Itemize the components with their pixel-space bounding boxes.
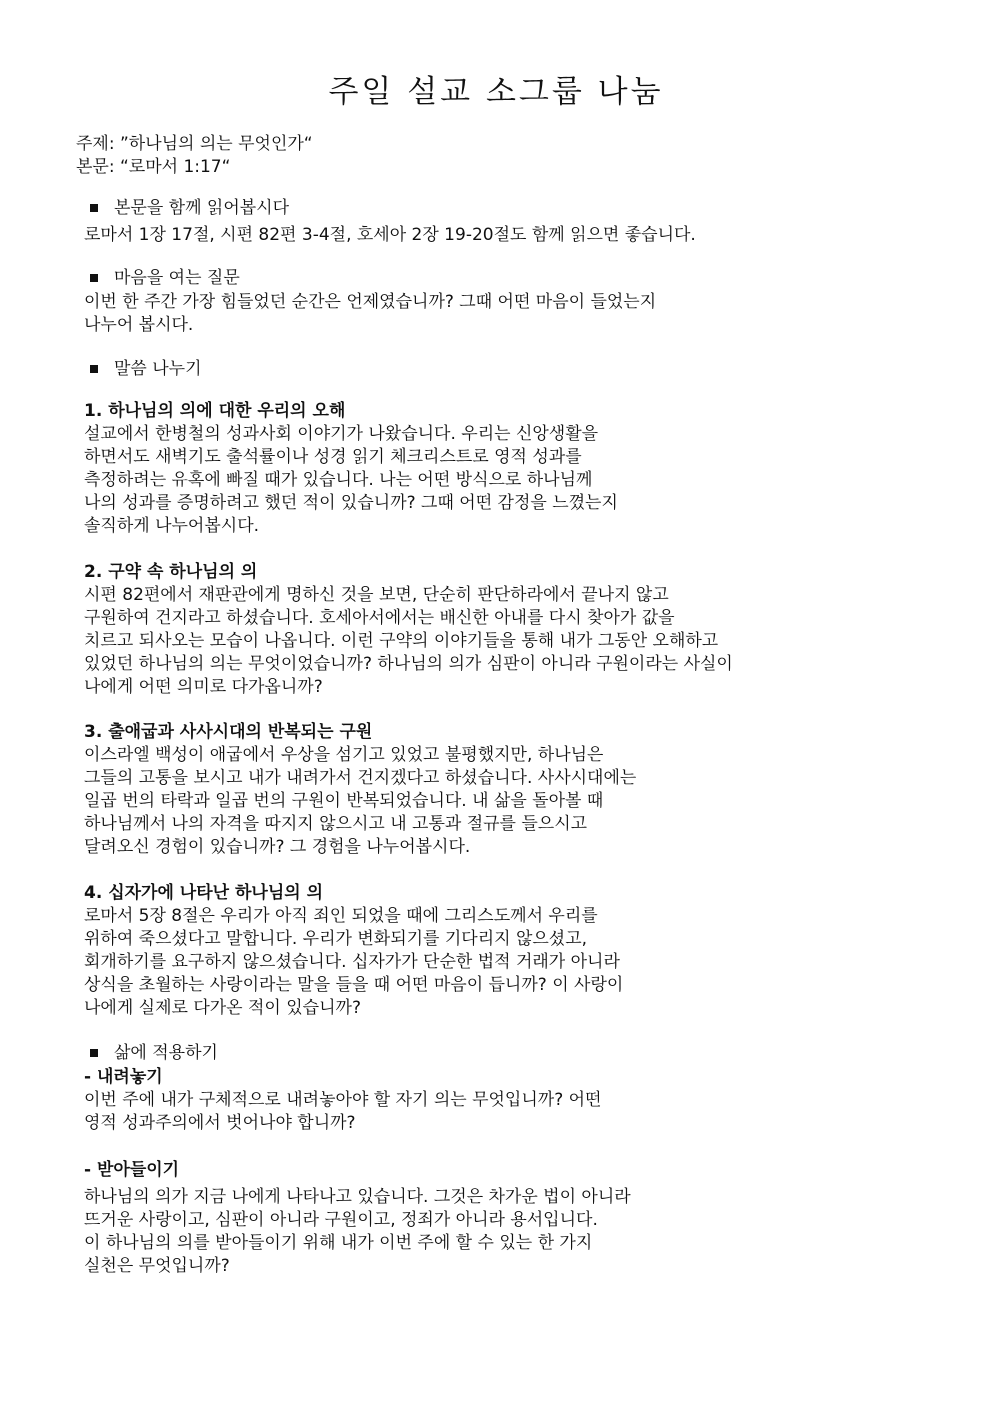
- apply-item-body: [84, 1186, 924, 1278]
- apply-item-body: [84, 1089, 924, 1135]
- body-line: 하나님께서 나의 자격을 따지지 않으시고 내 고통과 절규를 들으시고: [84, 814, 588, 834]
- read-paragraph: [84, 224, 924, 247]
- bullet-square-icon: [90, 365, 98, 373]
- body-line: 그들의 고통을 보시고 내가 내려가서 건지겠다고 하셨습니다. 사사시대에는: [84, 768, 637, 788]
- sharing-item-body: [84, 584, 924, 699]
- body-line: 상식을 초월하는 사랑이라는 말을 들을 때 어떤 마음이 듭니까? 이 사랑이: [84, 975, 624, 995]
- bullet-square-icon: [90, 204, 98, 212]
- read-heading-label: 본문을 함께 읽어봅시다: [114, 198, 290, 218]
- body-line: 영적 성과주의에서 벗어나야 합니까?: [84, 1113, 356, 1133]
- body-line: 치르고 되사오는 모습이 나옵니다. 이런 구약의 이야기들을 통해 내가 그동안 오해하고: [84, 631, 719, 651]
- sharing-item-body: [84, 744, 924, 859]
- read-section: [84, 196, 924, 247]
- body-line: 이스라엘 백성이 애굽에서 우상을 섬기고 있었고 불평했지만, 하나님은: [84, 745, 604, 765]
- body-line: 일곱 번의 타락과 일곱 번의 구원이 반복되었습니다. 내 삶을 돌아볼 때: [84, 791, 604, 811]
- sermon-meta: [76, 133, 313, 179]
- body-line: 하면서도 새벽기도 출석률이나 성경 읽기 체크리스트로 영적 성과를: [84, 447, 582, 467]
- bullet-square-icon: [90, 274, 98, 282]
- body-line: 이 하나님의 의를 받아들이기 위해 내가 이번 주에 할 수 있는 한 가지: [84, 1233, 593, 1253]
- read-line: 로마서 1장 17절, 시편 82편 3-4절, 호세아 2장 19-20절도 함께 읽으면 좋습니다.: [84, 225, 696, 245]
- apply-heading-label: 삶에 적용하기: [114, 1043, 218, 1063]
- sharing-item-title: 4. 십자가에 나타난 하나님의 의: [84, 883, 324, 903]
- body-line: 달려오신 경험이 있습니까? 그 경험을 나누어봅시다.: [84, 837, 471, 857]
- opening-heading: [84, 266, 924, 290]
- body-line: 하나님의 의가 지금 나에게 나타나고 있습니다. 그것은 차가운 법이 아니라: [84, 1187, 631, 1207]
- apply-section: [84, 1041, 924, 1135]
- body-line: 회개하기를 요구하지 않으셨습니다. 십자가가 단순한 법적 거래가 아니라: [84, 952, 620, 972]
- body-line: 시편 82편에서 재판관에게 명하신 것을 보면, 단순히 판단하라에서 끝나지 않고: [84, 585, 669, 605]
- body-line: 로마서 5장 8절은 우리가 아직 죄인 되었을 때에 그리스도께서 우리를: [84, 906, 598, 926]
- opening-heading-label: 마음을 여는 질문: [114, 268, 240, 288]
- body-line: 구원하여 건지라고 하셨습니다. 호세아서에서는 배신한 아내를 다시 찾아가 값을: [84, 608, 675, 628]
- sharing-heading: [84, 357, 924, 381]
- body-line: 뜨거운 사랑이고, 심판이 아니라 구원이고, 정죄가 아니라 용서입니다.: [84, 1210, 598, 1230]
- sharing-item-title: 2. 구약 속 하나님의 의: [84, 562, 258, 582]
- opening-line: 이번 한 주간 가장 힘들었던 순간은 언제였습니까? 그때 어떤 마음이 들었는지: [84, 292, 657, 312]
- sharing-section: [84, 357, 924, 381]
- opening-section: [84, 266, 924, 337]
- opening-line: 나누어 봅시다.: [84, 315, 194, 335]
- bullet-square-icon: [90, 1049, 98, 1057]
- sharing-item: [84, 561, 924, 699]
- apply-item: [84, 1159, 924, 1278]
- body-line: 나의 성과를 증명하려고 했던 적이 있습니까? 그때 어떤 감정을 느꼈는지: [84, 493, 618, 513]
- body-line: 있었던 하나님의 의는 무엇이었습니까? 하나님의 의가 심판이 아니라 구원이라는 사실이: [84, 654, 733, 674]
- sharing-heading-label: 말씀 나누기: [114, 359, 202, 379]
- sharing-item-body: [84, 905, 924, 1020]
- body-line: 나에게 어떤 의미로 다가옵니까?: [84, 677, 323, 697]
- read-heading: [84, 196, 924, 220]
- sharing-item-body: [84, 423, 924, 538]
- apply-item-title: - 내려놓기: [84, 1067, 163, 1087]
- sharing-item: [84, 400, 924, 538]
- body-line: 나에게 실제로 다가온 적이 있습니까?: [84, 998, 361, 1018]
- body-line: 실천은 무엇입니까?: [84, 1256, 230, 1276]
- sermon-topic: 주제: ”하나님의 의는 무엇인가“: [76, 134, 313, 154]
- body-line: 이번 주에 내가 구체적으로 내려놓아야 할 자기 의는 무엇입니까? 어떤: [84, 1090, 602, 1110]
- sharing-item: [84, 721, 924, 859]
- body-line: 측정하려는 유혹에 빠질 때가 있습니다. 나는 어떤 방식으로 하나님께: [84, 470, 593, 490]
- sharing-item: [84, 882, 924, 1020]
- sermon-passage: 본문: “로마서 1:17“: [76, 157, 231, 177]
- body-line: 설교에서 한병철의 성과사회 이야기가 나왔습니다. 우리는 신앙생활을: [84, 424, 599, 444]
- sharing-item-title: 3. 출애굽과 사사시대의 반복되는 구원: [84, 722, 373, 742]
- apply-item-title: - 받아들이기: [84, 1160, 180, 1180]
- body-line: 솔직하게 나누어봅시다.: [84, 516, 260, 536]
- page-title: 주일 설교 소그룹 나눔: [328, 74, 664, 110]
- sharing-item-title: 1. 하나님의 의에 대한 우리의 오해: [84, 401, 346, 421]
- body-line: 위하여 죽으셨다고 말합니다. 우리가 변화되기를 기다리지 않으셨고,: [84, 929, 588, 949]
- apply-heading: [84, 1041, 924, 1065]
- opening-paragraph: [84, 291, 924, 337]
